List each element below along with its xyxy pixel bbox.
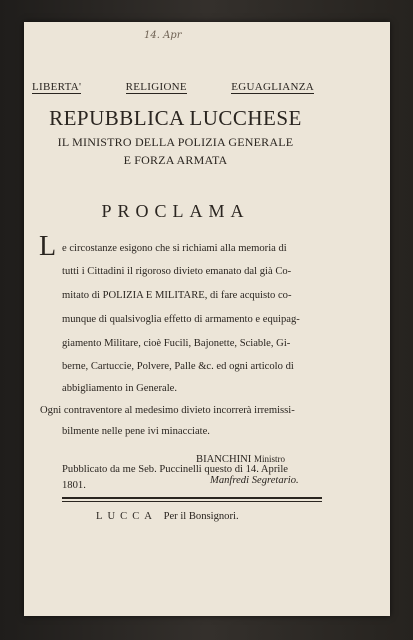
handwritten-annotation: 14. Apr [144, 30, 182, 41]
motto-row [32, 81, 314, 94]
publication-line-2: 1801. [62, 480, 86, 491]
minister-name: BIANCHINI [196, 454, 252, 465]
imprint-printer: Per il Bonsignori. [163, 511, 239, 522]
motto-eguaglianza: EGUAGLIANZA [231, 81, 314, 93]
body-line-5: giamento Militare, cioè Fucili, Bajonette, Sciable, Gi- [62, 338, 291, 349]
proclamation-document [24, 22, 390, 616]
body-line-8: Ogni contraventore al medesimo divieto incorrerà irremissi- [40, 405, 295, 416]
subtitle-forza-armata: E FORZA ARMATA [123, 153, 228, 167]
minister-role: Ministro [253, 454, 285, 464]
subtitle-ministry: IL MINISTRO DELLA POLIZIA GENERALE [57, 135, 294, 149]
body-line-6: berne, Cartuccie, Polvere, Palle &c. ed ogni articolo di [62, 361, 294, 372]
secretary-name: Manfredi [210, 475, 250, 486]
body-line-3: mitato di POLIZIA E MILITARE, di fare acquisto co- [62, 290, 292, 301]
imprint-city: LUCCA [96, 511, 157, 522]
motto-religione: RELIGIONE [125, 81, 187, 93]
body-line-7: abbigliamento in Generale. [62, 383, 178, 394]
drop-cap: L [39, 231, 57, 262]
signature-secretary [210, 475, 299, 486]
body-line-2: tutti i Cittadini il rigoroso divieto emanato dal già Co- [62, 266, 292, 277]
publication-line-1: Pubblicato da me Seb. Puccinelli questo di 14. Aprile [62, 464, 288, 475]
document-title: REPUBBLICA LUCCHESE [49, 106, 302, 130]
proclama-heading: PROCLAMA [101, 201, 250, 221]
divider-rule-thick [62, 497, 322, 499]
imprint [96, 511, 239, 522]
motto-liberta: LIBERTA' [32, 81, 82, 93]
divider-rule-thin [62, 501, 322, 502]
body-line-9: bilmente nelle pene ivi minacciate. [62, 426, 210, 437]
secretary-role: Segretario. [251, 475, 299, 486]
body-line-1: e circostanze esigono che si richiami alla memoria di [62, 243, 287, 254]
body-line-4: munque di qualsivoglia effetto di armamento e equipag- [62, 314, 300, 325]
